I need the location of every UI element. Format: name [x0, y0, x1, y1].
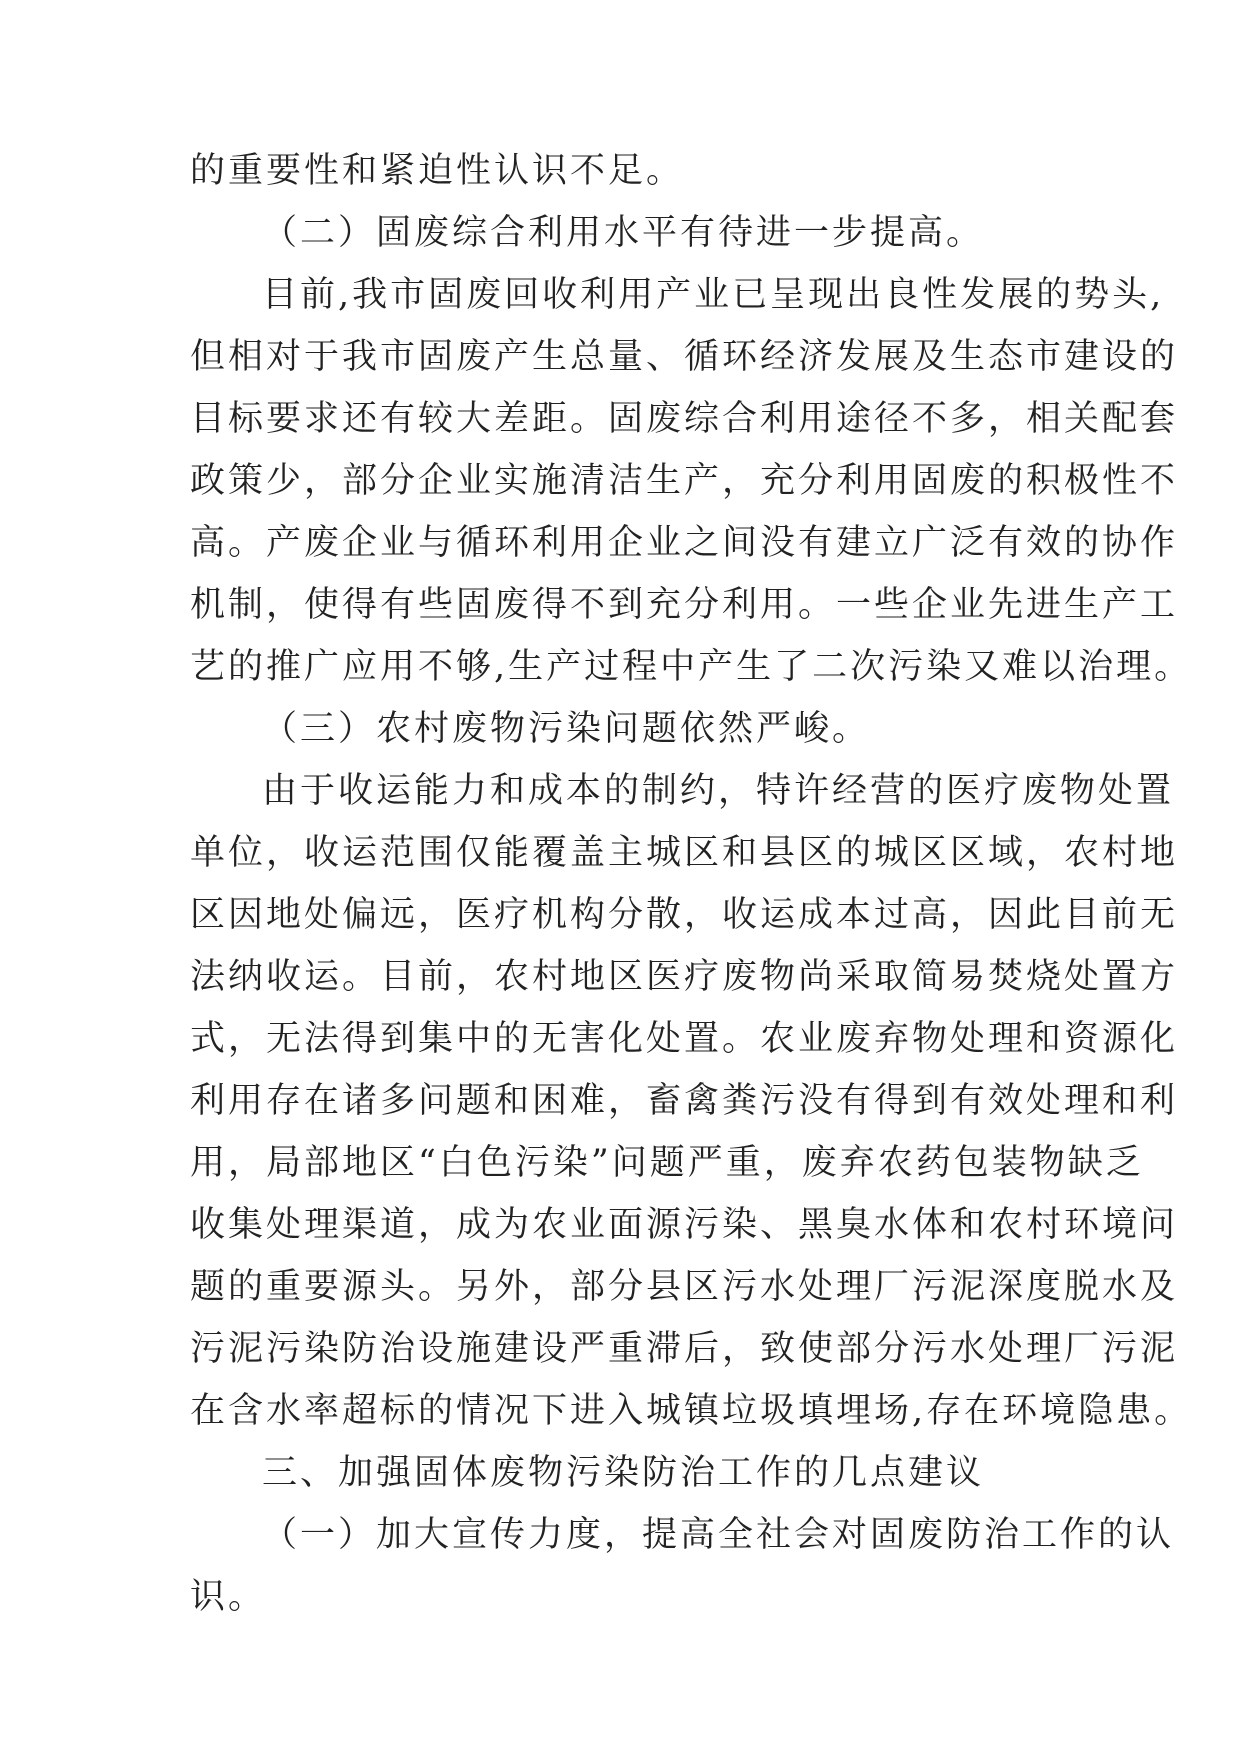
paragraph-line: 区因地处偏远，医疗机构分散，收运成本过高，因此目前无	[190, 895, 1179, 935]
paragraph-line: 法纳收运。目前，农村地区医疗废物尚采取简易焚烧处置方	[190, 957, 1179, 997]
paragraph-line: 收集处理渠道，成为农业面源污染、黑臭水体和农村环境问	[190, 1205, 1179, 1245]
paragraph-first-line: 目前,我市固废回收利用产业已呈现出良性发展的势头,	[262, 275, 1165, 315]
paragraph-line: 单位，收运范围仅能覆盖主城区和县区的城区区域，农村地	[190, 833, 1179, 873]
document-body	[190, 140, 1193, 1628]
paragraph-line: 机制，使得有些固废得不到充分利用。一些企业先进生产工	[190, 585, 1179, 625]
paragraph-line: 的重要性和紧迫性认识不足。	[190, 151, 685, 191]
paragraph-line: 污泥污染防治设施建设严重滞后，致使部分污水处理厂污泥	[190, 1329, 1179, 1369]
paragraph-line: 题的重要源头。另外，部分县区污水处理厂污泥深度脱水及	[190, 1267, 1179, 1307]
paragraph-line: 用，局部地区“白色污染”问题严重，废弃农药包装物缺乏	[190, 1143, 1144, 1183]
paragraph-first-line: 由于收运能力和成本的制约，特许经营的医疗废物处置	[262, 771, 1175, 811]
paragraph-first-line: （二）固废综合利用水平有待进一步提高。	[262, 213, 985, 253]
paragraph-line: 但相对于我市固废产生总量、循环经济发展及生态市建设的	[190, 337, 1179, 377]
paragraph-first-line: （一）加大宣传力度，提高全社会对固废防治工作的认	[262, 1515, 1175, 1555]
paragraph-line: 在含水率超标的情况下进入城镇垃圾填埋场,存在环境隐患。	[190, 1391, 1193, 1431]
paragraph-line: 识。	[190, 1577, 267, 1617]
paragraph-line: 式，无法得到集中的无害化处置。农业废弃物处理和资源化	[190, 1019, 1179, 1059]
paragraph-line: 高。产废企业与循环利用企业之间没有建立广泛有效的协作	[190, 523, 1179, 563]
paragraph-line: 目标要求还有较大差距。固废综合利用途径不多，相关配套	[190, 399, 1179, 439]
paragraph-first-line: （三）农村废物污染问题依然严峻。	[262, 709, 871, 749]
paragraph-first-line: 三、加强固体废物污染防治工作的几点建议	[262, 1453, 985, 1493]
paragraph-line: 政策少，部分企业实施清洁生产，充分利用固废的积极性不	[190, 461, 1179, 501]
paragraph-line: 艺的推广应用不够,生产过程中产生了二次污染又难以治理。	[190, 647, 1193, 687]
paragraph-line: 利用存在诸多问题和困难，畜禽粪污没有得到有效处理和利	[190, 1081, 1179, 1121]
